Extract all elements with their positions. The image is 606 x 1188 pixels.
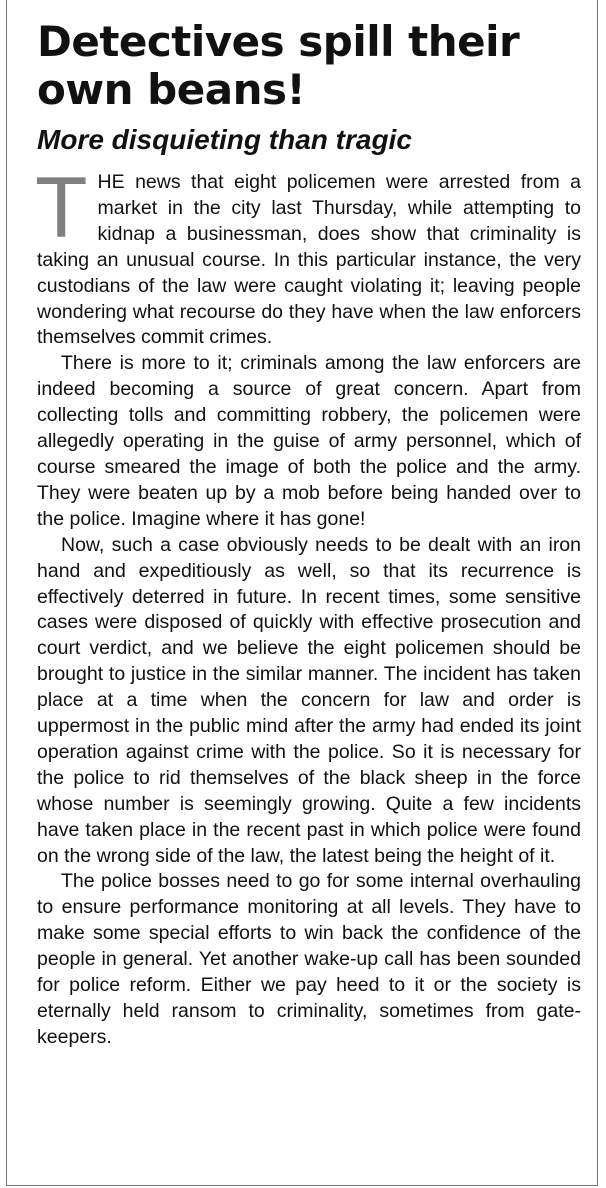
paragraph-4: The police bosses need to go for some internal overhauling to ensure performance monitoring at all levels. They have to make some special efforts to win back the confidence of the people in general. Yet another wake-up call has been sounded for police reform. Either we pay heed to it or the society is eternally held ransom to criminality, sometimes from gate-keepers. bbox=[37, 870, 581, 1048]
paragraph-3: Now, such a case obviously needs to be dealt with an iron hand and expeditiously as well, so that its recurrence is effectively deterred in future. In recent times, some sensitive cases were disposed of quickly with effective prosecution and court verdict, and we believe the eight policemen should be brought to justice in the similar manner. The incident has taken place at a time when the concern for law and order is uppermost in the public mind after the army had ended its joint operation against crime with the police. So it is necessary for the police to rid themselves of the black sheep in the force whose number is seemingly growing. Quite a few incidents have taken place in the recent past in which police were found on the wrong side of the law, the latest being the height of it. bbox=[37, 533, 581, 867]
article-body bbox=[35, 160, 581, 1051]
editorial-page bbox=[6, 0, 598, 1186]
headline: Detectives spill their own beans! bbox=[37, 17, 520, 114]
drop-cap: T bbox=[35, 160, 88, 256]
paragraph-2: There is more to it; criminals among the law enforcers are indeed becoming a source of great concern. Apart from collecting tolls and committing robbery, the policemen were allegedly operating in the guise of army personnel, which of course smeared the image of both the police and the army. They were beaten up by a mob before being handed over to the police. Imagine where it has gone! bbox=[37, 352, 581, 530]
lead-paragraph bbox=[35, 160, 581, 351]
lead-paragraph-text: HE news that eight policemen were arrested from a market in the city last Thursday, while attempting to kidnap a businessman, does show that criminality is taking an unusual course. In this particular instance, the very custodians of the law were caught violating it; leaving people wondering what recourse do they have when the law enforcers themselves commit crimes. bbox=[37, 171, 581, 349]
subheadline: More disquieting than tragic bbox=[37, 124, 412, 155]
